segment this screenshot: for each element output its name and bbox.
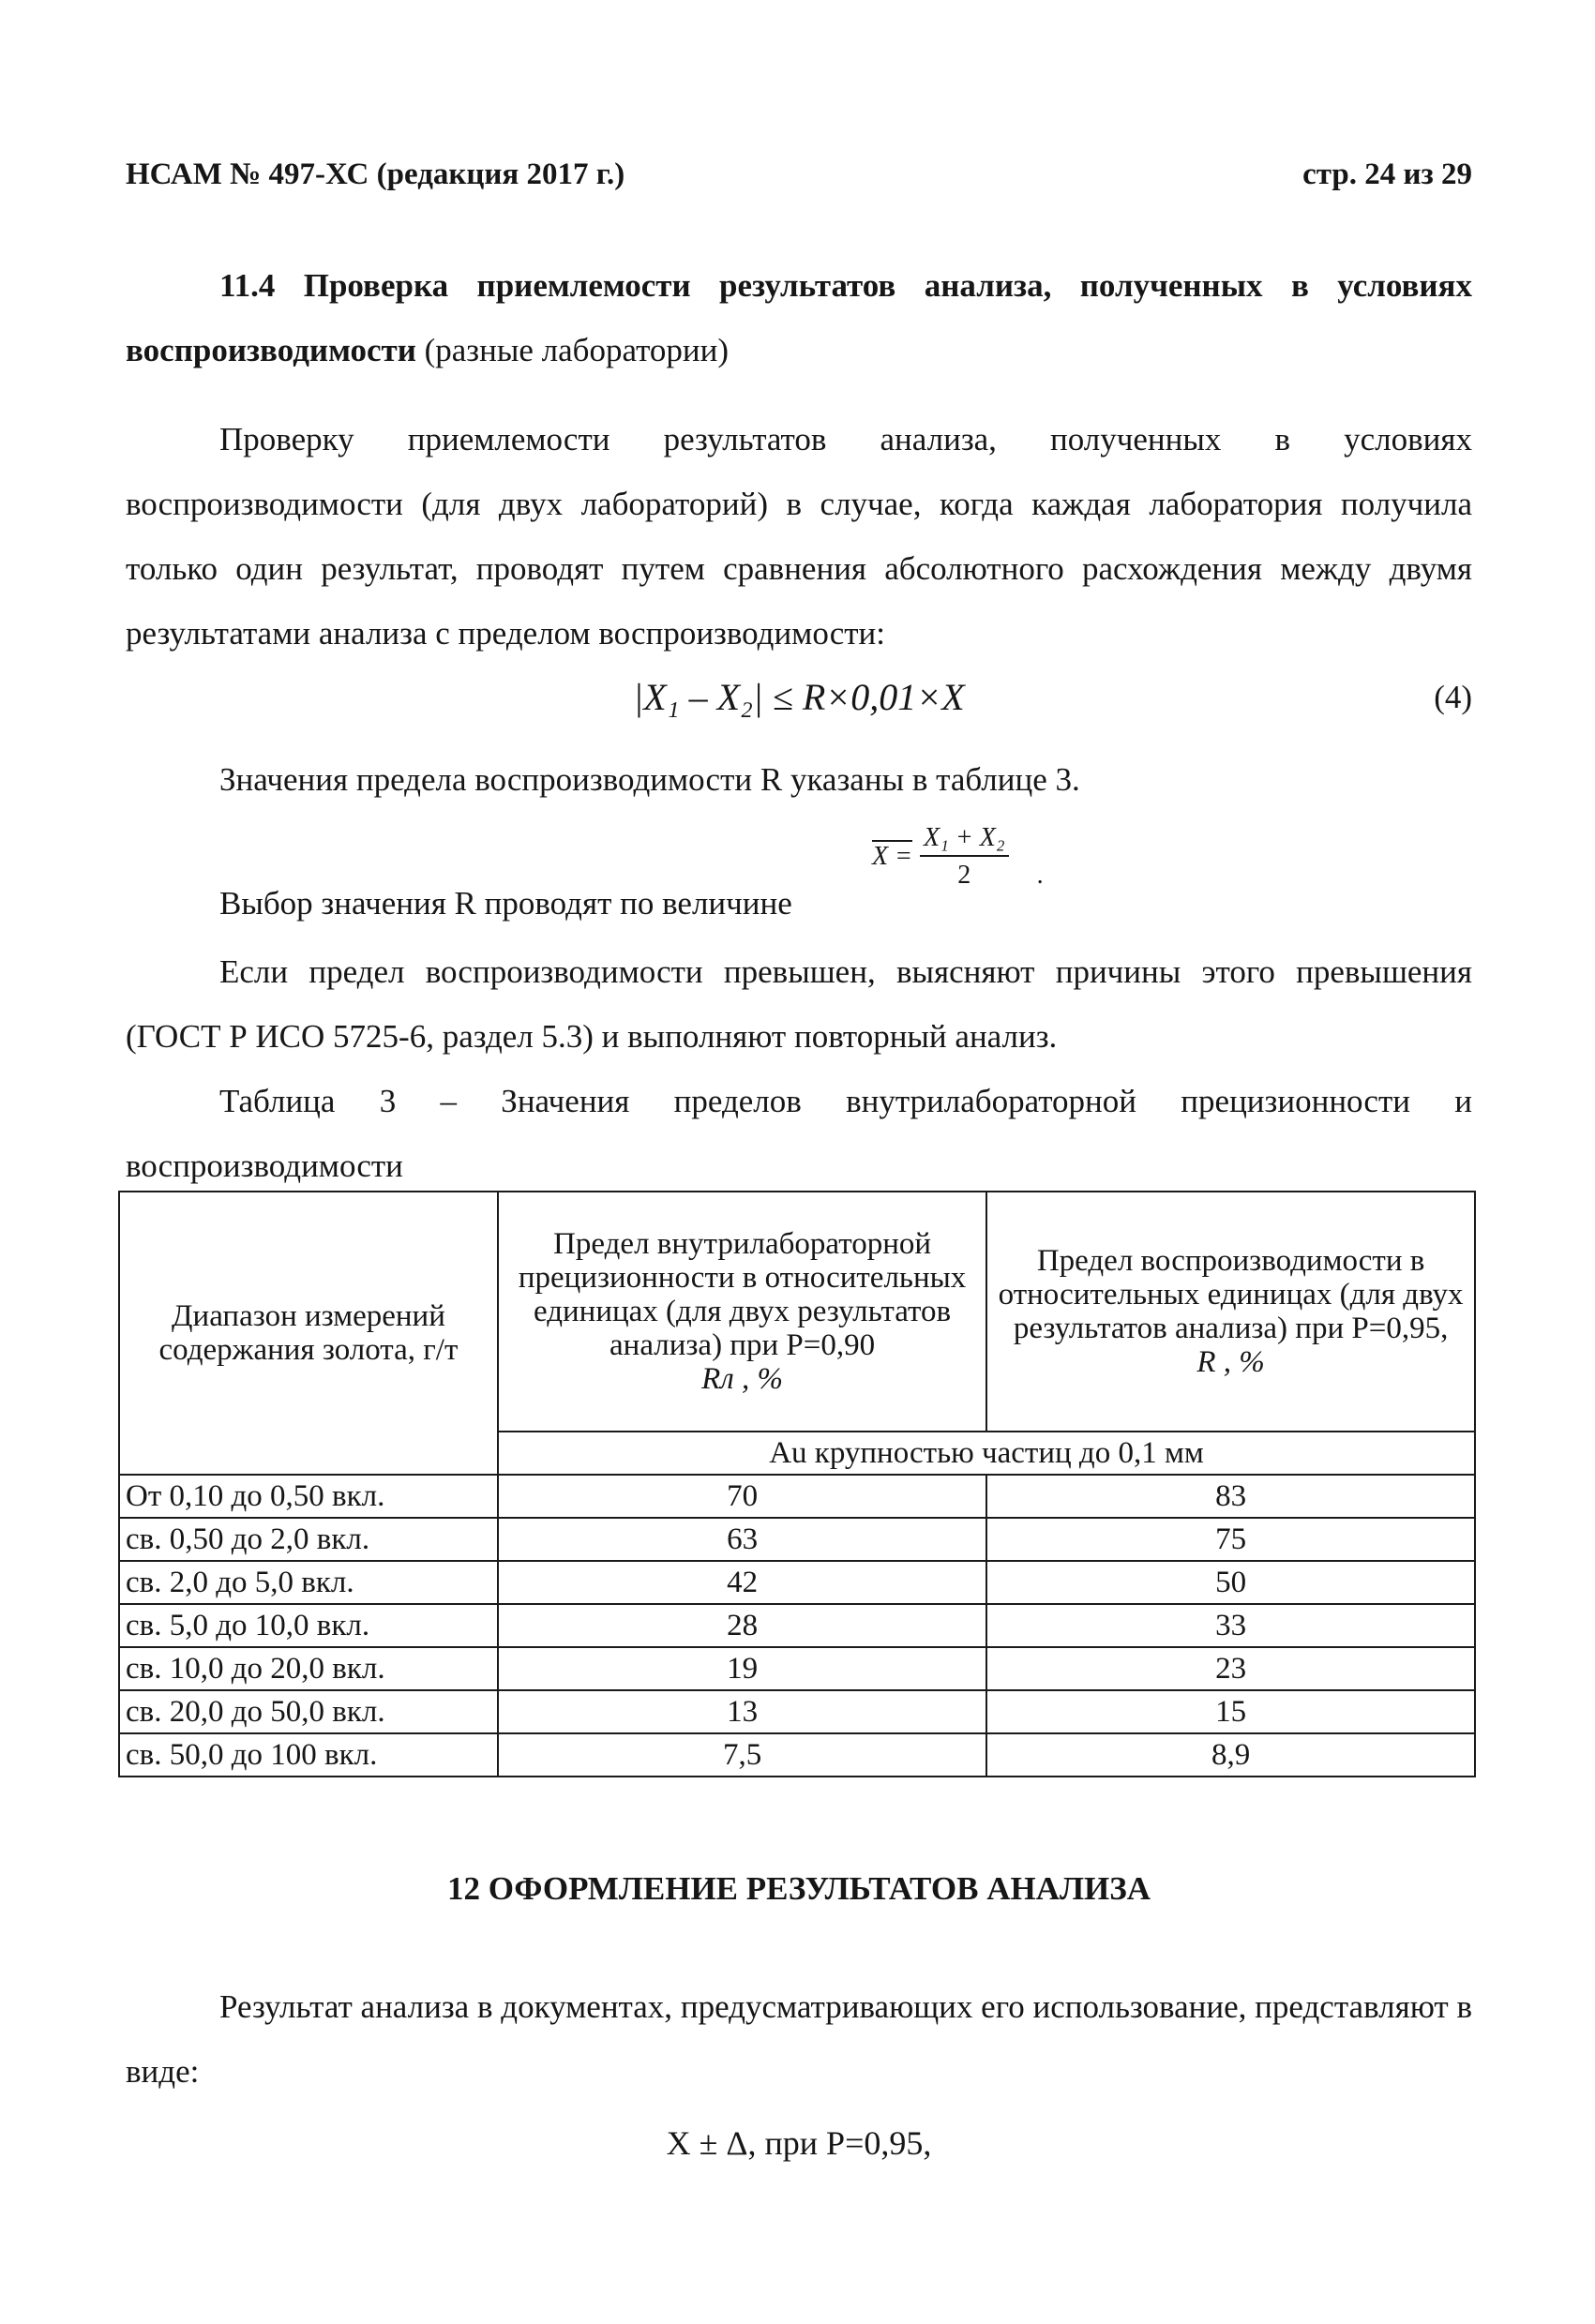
r-selection-text: Выбор значения R проводят по величине xyxy=(219,885,792,922)
rl-cell: 13 xyxy=(498,1690,986,1733)
rl-cell: 70 xyxy=(498,1475,986,1518)
range-cell: св. 10,0 до 20,0 вкл. xyxy=(119,1647,498,1690)
col-rl-header-text: Предел внутрилабораторной прецизионности в относительных единицах (для двух результатов анализа) при Р=0,90 xyxy=(518,1227,967,1362)
col-r-header xyxy=(986,1192,1475,1432)
range-cell: св. 50,0 до 100 вкл. xyxy=(119,1733,498,1777)
col-range-header: Диапазон измерений содержания золота, г/т xyxy=(119,1192,498,1475)
rl-cell: 19 xyxy=(498,1647,986,1690)
r-cell: 75 xyxy=(986,1518,1475,1561)
document-id: НСАМ № 497-ХС (редакция 2017 г.) xyxy=(126,157,625,191)
page-number: стр. 24 из 29 xyxy=(1302,157,1472,191)
table-row xyxy=(119,1604,1475,1647)
table-row xyxy=(119,1690,1475,1733)
mean-symbol: X = xyxy=(872,842,912,871)
r-values-note: Значения предела воспроизводимости R указаны в таблице 3. xyxy=(219,761,1080,798)
range-cell: св. 0,50 до 2,0 вкл. xyxy=(119,1518,498,1561)
range-cell: св. 2,0 до 5,0 вкл. xyxy=(119,1561,498,1604)
r-cell: 23 xyxy=(986,1647,1475,1690)
formula-expression: |X₁ – X₂| ≤ R×0,01×X xyxy=(633,676,965,718)
r-cell: 8,9 xyxy=(986,1733,1475,1777)
section-11-4-title xyxy=(126,253,1472,382)
fraction-denominator: 2 xyxy=(957,861,971,890)
fraction-numerator: X₁ + X₂ xyxy=(920,823,1009,857)
range-cell: св. 20,0 до 50,0 вкл. xyxy=(119,1690,498,1733)
rl-cell: 7,5 xyxy=(498,1733,986,1777)
rl-cell: 42 xyxy=(498,1561,986,1604)
rl-cell: 63 xyxy=(498,1518,986,1561)
particle-size-subheader: Au крупностью частиц до 0,1 мм xyxy=(498,1432,1475,1475)
range-cell: св. 5,0 до 10,0 вкл. xyxy=(119,1604,498,1647)
table-row xyxy=(119,1561,1475,1604)
section-title-suffix: (разные лаборатории) xyxy=(424,332,730,368)
formula-number: (4) xyxy=(1434,679,1472,715)
mean-formula xyxy=(872,823,1044,891)
range-cell: От 0,10 до 0,50 вкл. xyxy=(119,1475,498,1518)
rl-cell: 28 xyxy=(498,1604,986,1647)
col-r-symbol: R , % xyxy=(1196,1345,1265,1379)
acceptability-paragraph: Проверку приемлемости результатов анализа, полученных в условиях воспроизводимости (для двух лабораторий) в случае, когда каждая лаборатория получила только один результат, проводят путем сравнения абсолютного расхождения между двумя результатами анализа с пределом воспроизводимости: xyxy=(126,421,1472,652)
section-12-paragraph: Результат анализа в документах, предусматривающих его использование, представляют в виде: xyxy=(126,1988,1472,2090)
section-12-title: 12 ОФОРМЛЕНИЕ РЕЗУЛЬТАТОВ АНАЛИЗА xyxy=(446,1870,1151,1907)
r-cell: 50 xyxy=(986,1561,1475,1604)
table-row xyxy=(119,1518,1475,1561)
table-row xyxy=(119,1475,1475,1518)
col-rl-symbol: Rл , % xyxy=(701,1362,783,1396)
r-cell: 15 xyxy=(986,1690,1475,1733)
result-formula: X ± Δ, при Р=0,95, xyxy=(666,2124,932,2162)
precision-table xyxy=(118,1191,1476,1777)
col-rl-header xyxy=(498,1192,986,1432)
table-row xyxy=(119,1733,1475,1777)
r-cell: 33 xyxy=(986,1604,1475,1647)
fraction-end-dot: . xyxy=(1036,861,1044,890)
col-r-header-text: Предел воспроизводимости в относительных единицах (для двух результатов анализа) при Р=0,95, xyxy=(998,1244,1464,1345)
formula-4 xyxy=(126,675,1472,741)
section-title-text: 11.4 Проверка приемлемости результатов анализа, полученных в условиях воспроизводимости xyxy=(126,267,1472,368)
r-cell: 83 xyxy=(986,1475,1475,1518)
table-caption: Таблица 3 – Значения пределов внутрилабораторной прецизионности и воспроизводимости xyxy=(126,1083,1472,1184)
exceeded-paragraph: Если предел воспроизводимости превышен, выясняют причины этого превышения (ГОСТ Р ИСО 5725-6, раздел 5.3) и выполняют повторный анализ. xyxy=(126,953,1472,1055)
mean-fraction xyxy=(920,823,1009,891)
table-row xyxy=(119,1647,1475,1690)
